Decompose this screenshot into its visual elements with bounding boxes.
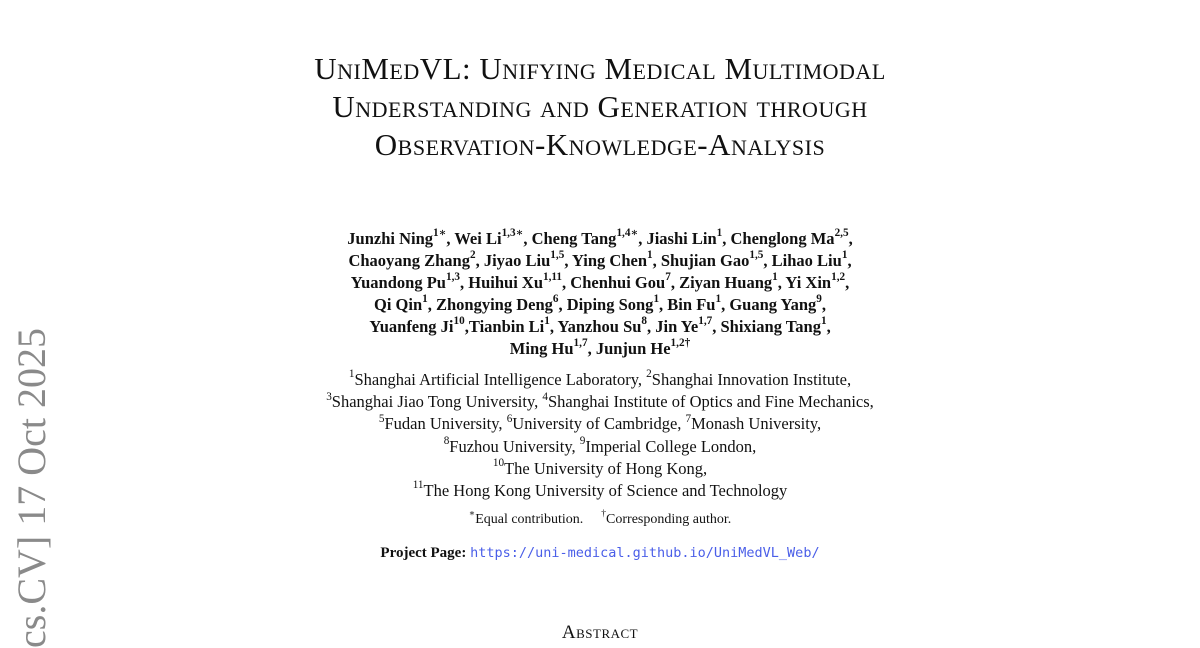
author-affil-mark: 8	[641, 315, 648, 328]
author-affil-mark: 1,5	[550, 249, 565, 262]
affiliation-line-3	[200, 413, 1000, 435]
author-name: Yuanfeng Ji	[369, 317, 454, 336]
affil-number: 1	[348, 368, 355, 381]
author-affil-mark: 7	[665, 271, 671, 284]
author-name: Qi Qin	[373, 295, 423, 314]
author-affil-mark: 1,4∗	[616, 227, 639, 240]
author-list	[200, 228, 1000, 360]
affil-number: 4	[542, 390, 548, 403]
affil-number: 7	[685, 412, 692, 425]
affil-number: 9	[579, 435, 586, 447]
author-notes	[200, 510, 1000, 530]
affiliation-list	[200, 369, 1000, 502]
author-affil-mark: 1	[820, 315, 827, 328]
affil-number: 2	[646, 368, 652, 381]
author-name: Zhongying Deng	[435, 295, 553, 314]
affiliation: Shanghai Jiao Tong University,	[331, 392, 543, 412]
affiliation: The University of Hong Kong,	[504, 458, 708, 478]
author-affil-mark: 1	[544, 315, 550, 328]
affiliation: Fudan University,	[384, 414, 507, 434]
author-name: Chenglong Ma	[730, 229, 835, 248]
author-affil-mark: 1	[653, 293, 660, 306]
affiliation: Shanghai Artificial Intelligence Laboratory,	[354, 370, 647, 389]
author-line-3: Yuandong Pu$^{1,3}$, Huihui Xu$^{1,11}$, Chenhui Gou$^7$, Ziyan Huang$^1$, Yi Xin$^{1,2}$,	[350, 271, 850, 292]
author-name: Chaoyang Zhang	[348, 251, 470, 270]
author-name: Huihui Xu	[468, 273, 544, 292]
author-name: Ming Hu	[509, 339, 574, 358]
author-name: Yi Xin	[785, 273, 832, 292]
affiliation: Shanghai Innovation Institute,	[651, 370, 852, 389]
title-line-2: Understanding and Generation through	[332, 89, 868, 124]
author-line-5: Yuanfeng Ji$^{10}$,Tianbin Li$^1$, Yanzhou Su$^8$, Jin Ye$^{1,7}$, Shixiang Tang$^1$,	[369, 315, 831, 336]
affiliation: Monash University,	[691, 414, 822, 434]
author-affil-mark: 1	[841, 249, 848, 262]
author-name: Yanzhou Su	[557, 317, 642, 336]
author-name: Jin Ye	[655, 317, 699, 336]
author-line-6: Ming Hu$^{1,7}$, Junjun $He^{1,2\dagger}$	[509, 337, 691, 358]
affiliation-line-5	[200, 458, 1000, 480]
author-name: Diping Song	[566, 295, 654, 314]
affil-number: 5	[378, 412, 385, 425]
paper-title	[150, 50, 1050, 164]
author-name: Guang Yang	[729, 295, 817, 314]
equal-contribution-mark: ∗	[468, 509, 476, 520]
author-affil-mark: 1	[716, 227, 723, 240]
author-affil-mark: 1∗	[433, 227, 447, 240]
author-line-4: Qi Qin$^1$, Zhongying Deng$^6$, Diping Song$^1$, Bin Fu$^1$, Guang Yang$^9$,	[373, 293, 827, 314]
corresponding-author-note: Corresponding author.	[606, 512, 732, 527]
author-name: Chenhui Gou	[570, 273, 666, 292]
project-page-label: Project Page:	[380, 545, 467, 561]
author-name: Tianbin Li	[468, 317, 545, 336]
author-affil-mark: 1	[647, 249, 653, 262]
author-affil-mark: 6	[552, 293, 559, 306]
author-name: Ziyan Huang	[679, 273, 773, 292]
author-name: Jiyao Liu	[483, 251, 551, 270]
author-name: Yuandong Pu	[350, 273, 446, 292]
author-affil-mark: 1	[772, 271, 778, 284]
affiliation-line-6	[200, 480, 1000, 502]
arxiv-identifier-stamp: cs.CV] 17 Oct 2025	[9, 328, 54, 648]
project-page-link[interactable]: https://uni-medical.github.io/UniMedVL_Web/	[470, 545, 820, 561]
affil-number: 11	[412, 479, 424, 492]
author-name: Wei Li	[454, 229, 502, 248]
author-affil-mark: 1	[422, 293, 428, 306]
author-affil-mark: 1,3	[445, 271, 461, 284]
author-name: Junjun He	[595, 339, 671, 358]
author-affil-mark: 1,11	[543, 271, 563, 284]
author-affil-mark: 1,7	[698, 315, 713, 328]
affiliation-line-1	[200, 369, 1000, 391]
affiliation: The Hong Kong University of Science and Technology	[423, 481, 788, 501]
affil-number: 8	[443, 435, 450, 447]
author-affil-mark: 2	[469, 249, 476, 262]
affil-number: 6	[506, 412, 513, 425]
author-line-1: Junzhi Ning$^{1∗}$, Wei $Li^{1,3∗}$, Cheng Tang$^{1,4∗}$, Jiashi Lin$^1$, Chenglong Ma$^{2,5}$,	[347, 227, 853, 248]
affiliation: University of Cambridge,	[512, 414, 686, 434]
author-name: Shixiang Tang	[720, 317, 821, 336]
author-affil-mark: 1,5	[749, 249, 764, 262]
author-affil-mark: 9	[816, 293, 822, 306]
affiliation-line-4	[200, 436, 1000, 458]
affiliation-line-2	[200, 391, 1000, 413]
affil-number: 10	[492, 457, 505, 470]
title-line-1: UniMedVL: Unifying Medical Multimodal	[314, 51, 886, 86]
author-name: Junzhi Ning	[347, 229, 434, 248]
equal-contribution-note: Equal contribution.	[475, 512, 584, 527]
title-line-3: Observation-Knowledge-Analysis	[374, 127, 826, 162]
affiliation: Imperial College London,	[585, 436, 757, 456]
author-name: Shujian Gao	[660, 251, 750, 270]
author-affil-mark: 1,7	[573, 337, 588, 350]
author-name: Cheng Tang	[531, 229, 617, 248]
abstract-heading: Abstract	[561, 622, 639, 643]
author-affil-mark: 10	[453, 315, 465, 328]
author-affil-mark: 1,3∗	[501, 227, 524, 240]
corresponding-author-mark: †	[601, 509, 607, 520]
author-name: Lihao Liu	[771, 251, 842, 270]
affiliation: Fuzhou University,	[449, 436, 580, 456]
author-name: Bin Fu	[667, 295, 716, 314]
affil-number: 3	[326, 390, 332, 403]
affiliation: Shanghai Institute of Optics and Fine Mechanics,	[547, 392, 874, 412]
author-line-2: Chaoyang Zhang$^2$, Jiyao Liu$^{1,5}$, Ying Chen$^1$, Shujian Gao$^{1,5}$, Lihao Liu$^1$,	[348, 249, 852, 270]
author-affil-mark: 1,2	[831, 271, 846, 284]
author-affil-mark: 1	[715, 293, 722, 306]
author-affil-mark: 2,5	[834, 227, 849, 240]
author-affil-mark: 1,2†	[670, 337, 691, 350]
author-name: Ying Chen	[571, 251, 648, 270]
author-name: Jiashi Lin	[646, 229, 717, 248]
project-page	[200, 543, 1000, 563]
